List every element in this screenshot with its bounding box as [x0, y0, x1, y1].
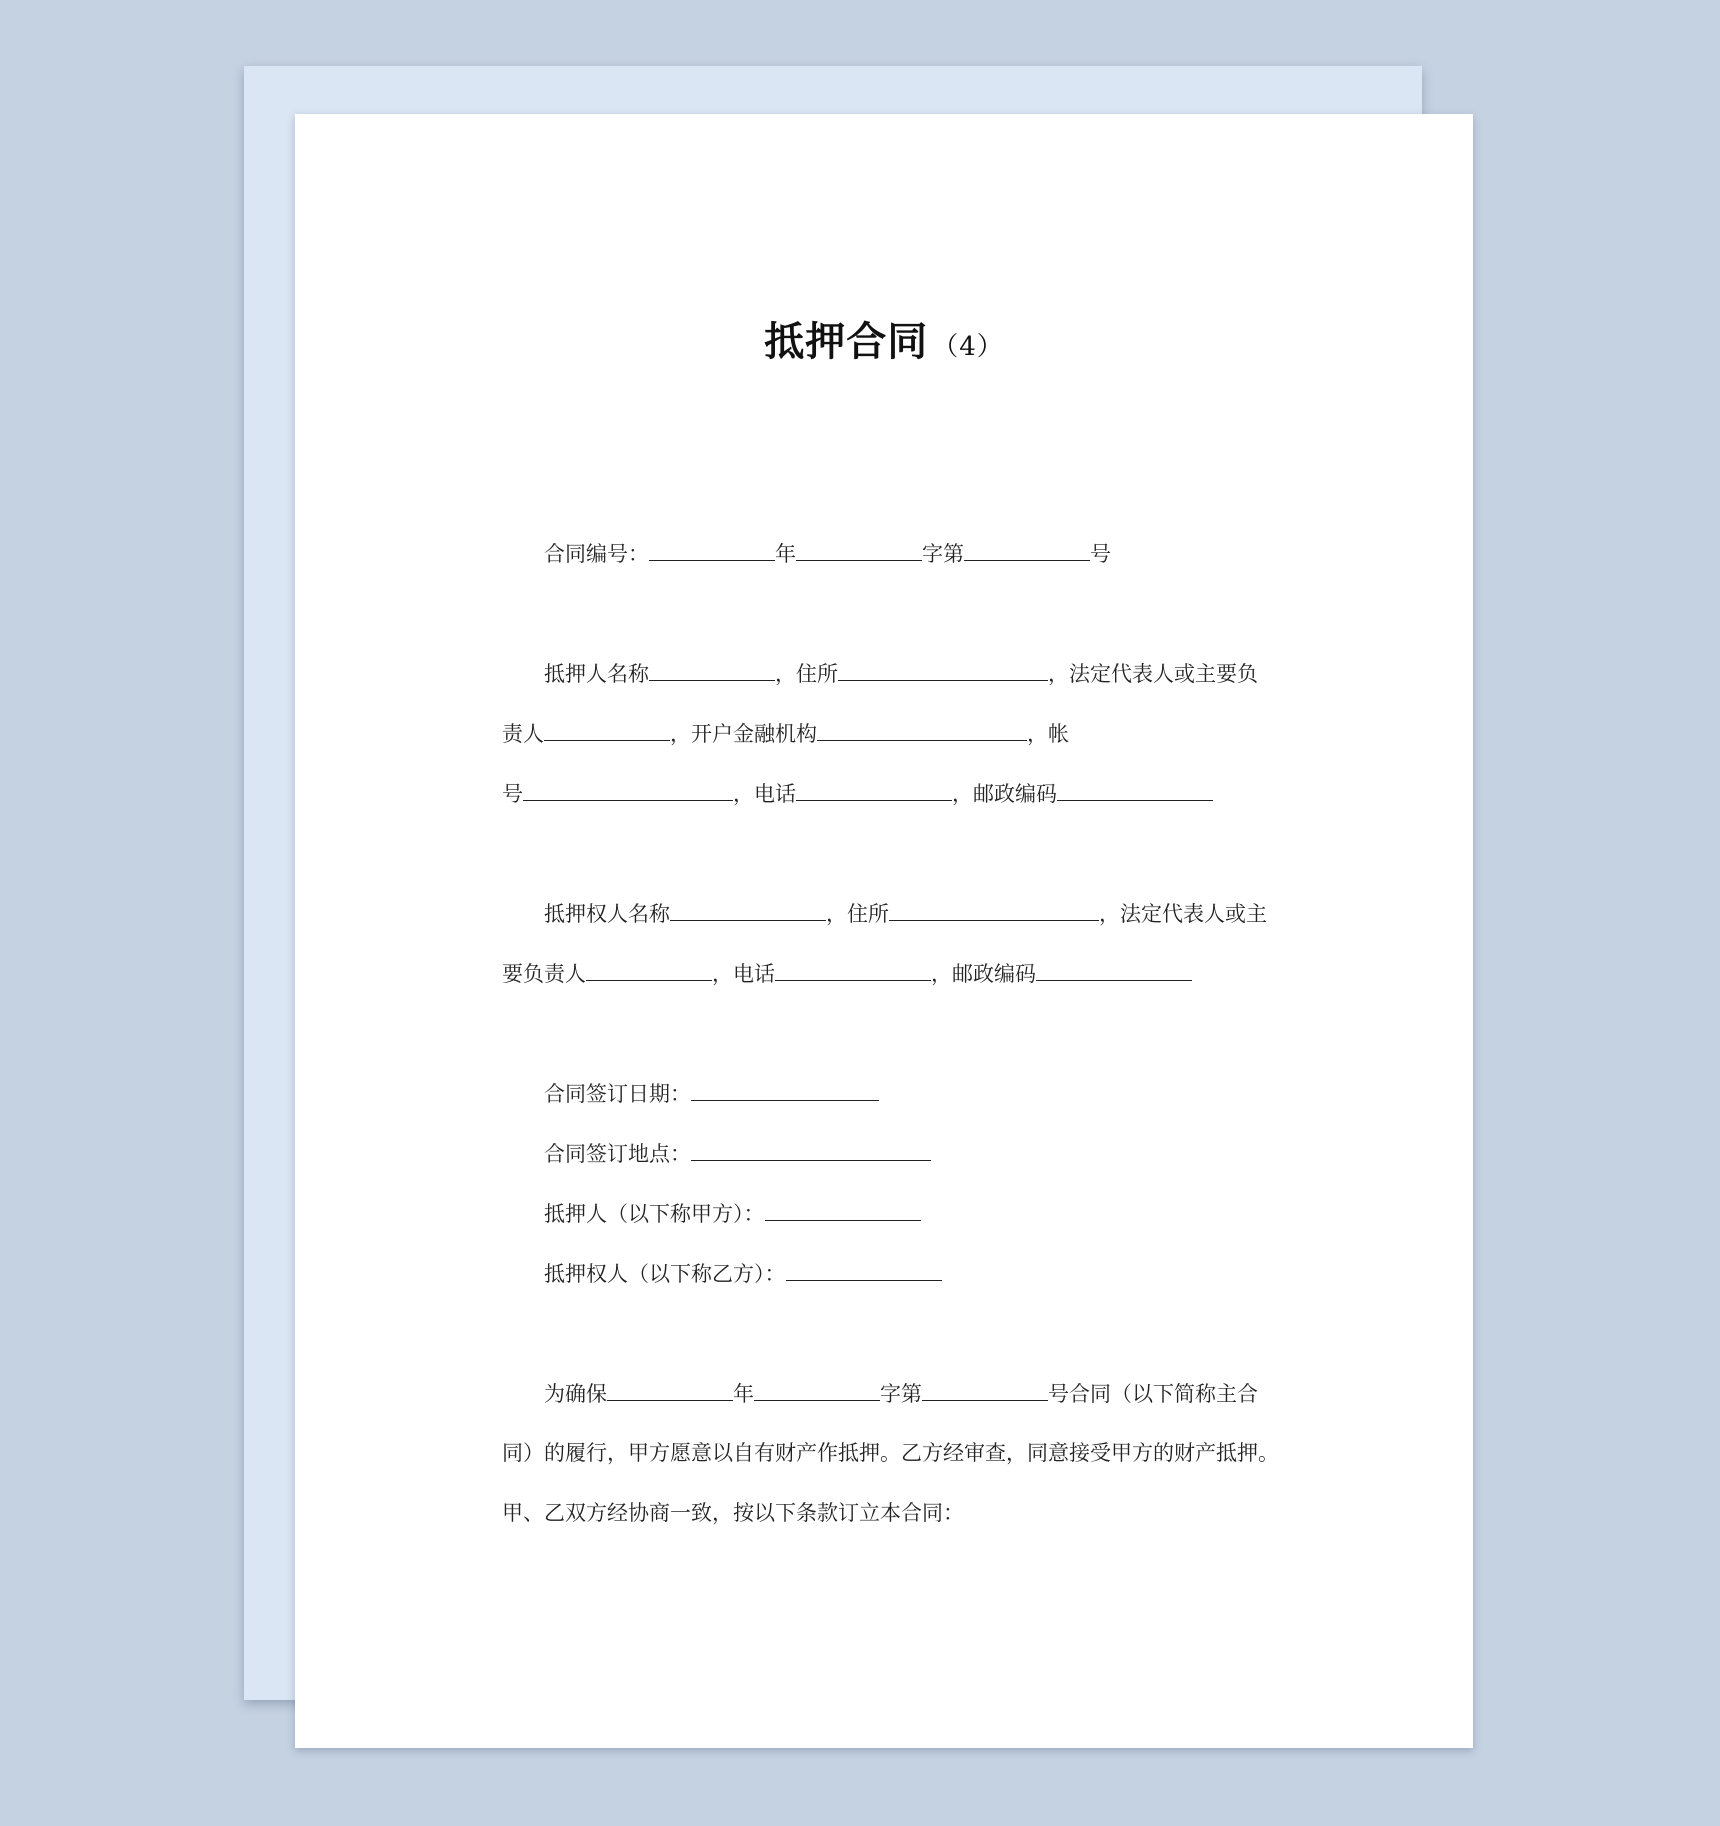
sign-place-line [502, 1138, 1324, 1169]
sign-date-line [502, 1078, 1324, 1109]
document-page [295, 114, 1473, 1748]
mortgagor-bank-label: ，开户金融机构 [670, 722, 817, 746]
mortgagee-line-1 [502, 898, 1324, 929]
blank-field[interactable] [1057, 778, 1213, 801]
blank-field[interactable] [796, 538, 922, 561]
mortgagor-address-label: ，住所 [775, 662, 838, 686]
sign-place-label: 合同签订地点： [544, 1142, 691, 1166]
preamble-year-label: 年 [733, 1382, 754, 1406]
blank-field[interactable] [922, 1378, 1048, 1401]
blank-field[interactable] [586, 958, 712, 981]
mortgagor-legal-rep-label: ，法定代表人或主要负 [1048, 662, 1258, 686]
title-text: 抵押合同 [764, 319, 929, 365]
party-a-line [502, 1198, 1324, 1229]
mortgagor-name-label: 抵押人名称 [544, 662, 649, 686]
party-a-field[interactable] [765, 1198, 921, 1221]
preamble-text-2: 同）的履行，甲方愿意以自有财产作抵押。乙方经审查，同意接受甲方的财产抵押。 [502, 1441, 1279, 1465]
preamble-line-1 [502, 1378, 1324, 1409]
hao-label: 号 [1090, 542, 1111, 566]
mortgagee-postcode-label: ，邮政编码 [931, 962, 1036, 986]
mortgagor-line-3 [502, 778, 1282, 809]
contract-number-line [502, 538, 1324, 569]
party-b-label: 抵押权人（以下称乙方）： [544, 1262, 786, 1286]
title-number: （4） [932, 332, 1004, 362]
blank-field[interactable] [544, 718, 670, 741]
sign-place-field[interactable] [691, 1138, 931, 1161]
mortgagor-account-label: ，帐 [1027, 722, 1069, 746]
blank-field[interactable] [964, 538, 1090, 561]
sign-date-field[interactable] [691, 1078, 879, 1101]
year-label: 年 [775, 542, 796, 566]
preamble-zi-di-label: 字第 [880, 1382, 922, 1406]
blank-field[interactable] [649, 538, 775, 561]
mortgagee-legal-rep-label: ，法定代表人或主 [1099, 902, 1267, 926]
mortgagor-postcode-label: ，邮政编码 [952, 782, 1057, 806]
blank-field[interactable] [1036, 958, 1192, 981]
blank-field[interactable] [607, 1378, 733, 1401]
sign-date-label: 合同签订日期： [544, 1082, 691, 1106]
mortgagee-legal-rep-label-cont: 要负责人 [502, 962, 586, 986]
blank-field[interactable] [649, 658, 775, 681]
document-title [295, 310, 1473, 367]
preamble-line-3 [502, 1498, 1282, 1528]
mortgagor-legal-rep-label-cont: 责人 [502, 722, 544, 746]
mortgagee-phone-label: ，电话 [712, 962, 775, 986]
mortgagee-name-label: 抵押权人名称 [544, 902, 670, 926]
mortgagor-line-2 [502, 718, 1282, 749]
party-a-label: 抵押人（以下称甲方）： [544, 1202, 765, 1226]
party-b-line [502, 1258, 1324, 1289]
blank-field[interactable] [670, 898, 826, 921]
blank-field[interactable] [838, 658, 1048, 681]
blank-field[interactable] [754, 1378, 880, 1401]
preamble-end: 号合同（以下简称主合 [1048, 1382, 1258, 1406]
mortgagee-address-label: ，住所 [826, 902, 889, 926]
preamble-line-2 [502, 1438, 1282, 1468]
mortgagor-line-1 [502, 658, 1324, 689]
contract-number-label: 合同编号： [544, 542, 649, 566]
preamble-text-3: 甲、乙双方经协商一致，按以下条款订立本合同： [502, 1501, 964, 1525]
blank-field[interactable] [796, 778, 952, 801]
party-b-field[interactable] [786, 1258, 942, 1281]
mortgagor-phone-label: ，电话 [733, 782, 796, 806]
mortgagor-account-label-cont: 号 [502, 782, 523, 806]
mortgagee-line-2 [502, 958, 1282, 989]
blank-field[interactable] [775, 958, 931, 981]
blank-field[interactable] [817, 718, 1027, 741]
preamble-start: 为确保 [544, 1382, 607, 1406]
blank-field[interactable] [523, 778, 733, 801]
zi-di-label: 字第 [922, 542, 964, 566]
blank-field[interactable] [889, 898, 1099, 921]
